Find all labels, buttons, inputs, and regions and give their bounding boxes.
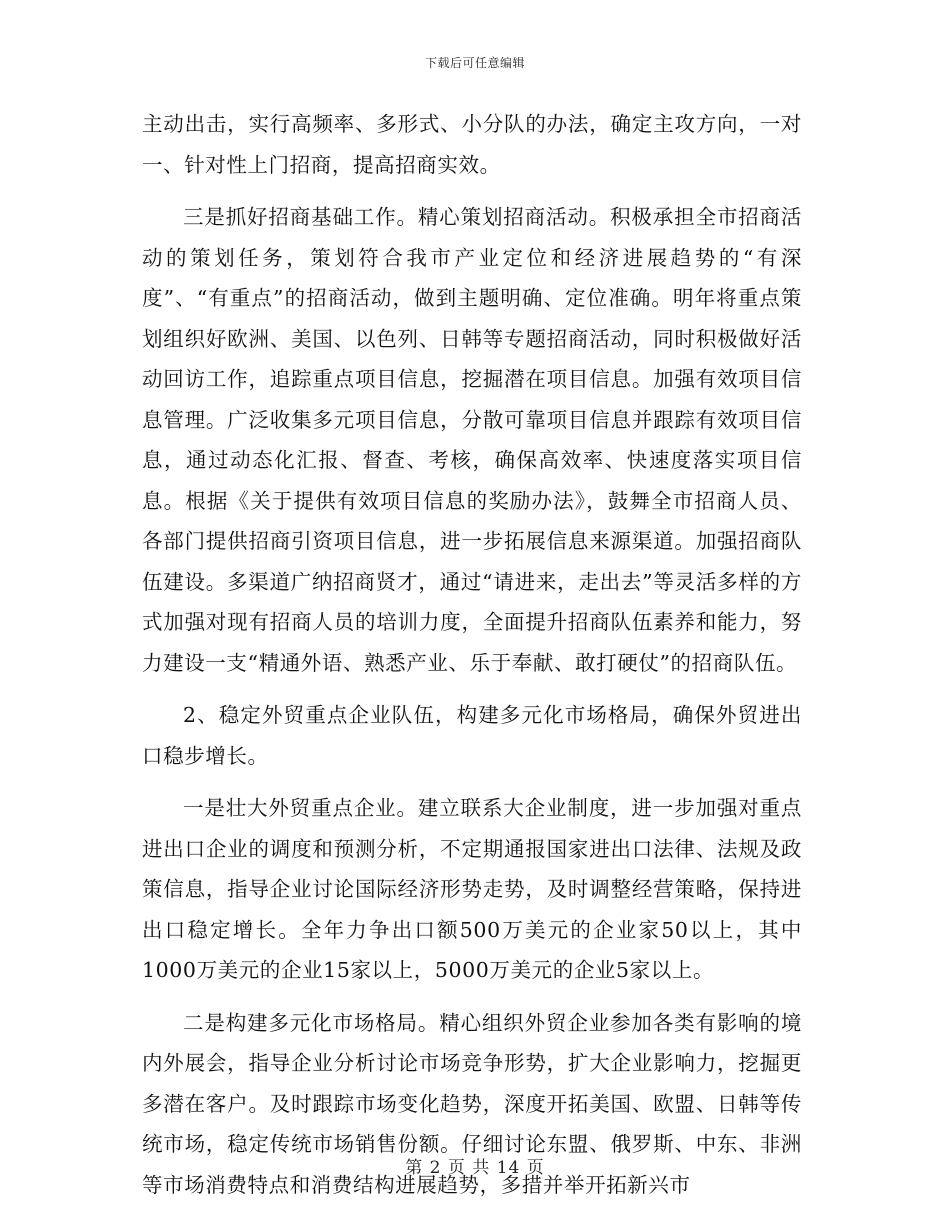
paragraph-investment-foundation: 三是抓好招商基础工作。精心策划招商活动。积极承担全市招商活动的策划任务，策划符合我市产业定位和经济进展趋势的“有深度”、“有重点”的招商活动，做到主题明确、定位准确。明年将重点策划组织好欧洲、美国、以色列、日韩等专题招商活动，同时积极做好活动回访工作，追踪重点项目信息，挖掘潜在项目信息。加强有效项目信息管理。广泛收集多元项目信息，分散可靠项目信息并跟踪有效项目信息，通过动态化汇报、督查、考核，确保高效率、快速度落实项目信息。根据《关于提供有效项目信息的奖励办法》，鼓舞全市招商人员、各部门提供招商引资项目信息，进一步拓展信息来源渠道。加强招商队伍建设。多渠道广纳招商贤才，通过“请进来，走出去”等灵活多样的方式加强对现有招商人员的培训力度，全面提升招商队伍素养和能力，努力建设一支“精通外语、熟悉产业、乐于奉献、敢打硬仗”的招商队伍。 [142, 205, 802, 675]
document-body [142, 104, 802, 1217]
page-header: 下载后可任意编辑 [424, 56, 525, 70]
paragraph-continuation: 主动出击，实行高频率、多形式、小分队的办法，确定主攻方向，一对一、针对性上门招商，提高招商实效。 [142, 112, 802, 177]
paragraph-diversified-market: 二是构建多元化市场格局。精心组织外贸企业参加各类有影响的境内外展会，指导企业分析讨论市场竞争形势，扩大企业影响力，挖掘更多潜在客户。及时跟踪市场变化趋势，深度开拓美国、欧盟、日韩等传统市场，稳定传统市场销售份额。仔细讨论东盟、俄罗斯、中东、非洲等市场消费特点和消费结构进展趋势，多措并举开拓新兴市 [142, 1010, 802, 1197]
paragraph-section-heading-2: 2、稳定外贸重点企业队伍，构建多元化市场格局，确保外贸进出口稳步增长。 [142, 703, 802, 768]
page-number: 第 2 页 共 14 页 [405, 1158, 545, 1178]
paragraph-key-enterprises: 一是壮大外贸重点企业。建立联系大企业制度，进一步加强对重点进出口企业的调度和预测分析，不定期通报国家进出口法律、法规及政策信息，指导企业讨论国际经济形势走势，及时调整经营策略，保持进出口稳定增长。全年力争出口额500万美元的企业家50以上，其中1000万美元的企业15家以上，5000万美元的企业5家以上。 [142, 796, 802, 982]
